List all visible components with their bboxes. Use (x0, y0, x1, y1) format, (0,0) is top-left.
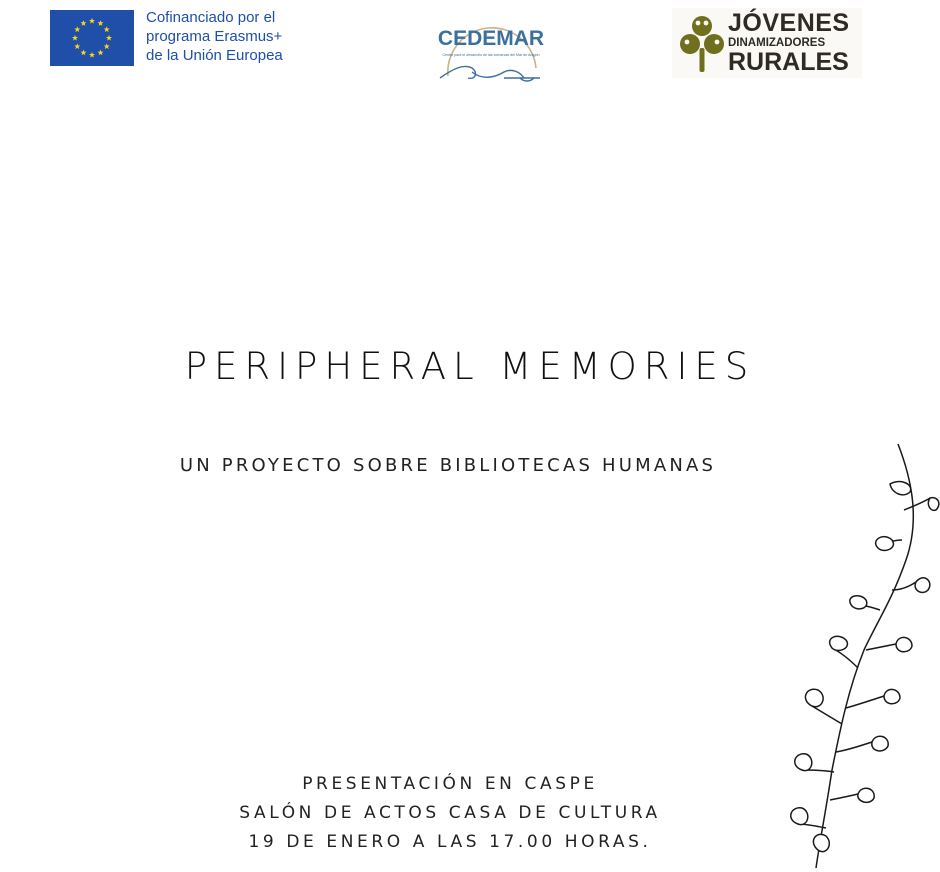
event-info-line3: 19 DE ENERO A LAS 17.00 HORAS. (248, 832, 652, 852)
eu-star-icon (80, 50, 86, 56)
eu-text-line1: Cofinanciado por el (146, 9, 276, 26)
eu-star-icon (104, 26, 110, 32)
eu-text-line3: de la Unión Europea (146, 47, 283, 64)
eu-flag-icon (50, 10, 134, 66)
eu-star-icon (80, 20, 86, 26)
cedemar-name: CEDEMAR (437, 27, 545, 50)
eu-star-icon (74, 26, 80, 32)
jovenes-line3: RURALES (728, 48, 849, 76)
eu-star-icon (106, 35, 112, 41)
cedemar-logo (420, 6, 562, 90)
eu-cofunding-logo (50, 8, 310, 70)
page-subtitle: UN PROYECTO SOBRE BIBLIOTECAS HUMANAS (179, 455, 717, 476)
eu-star-icon (89, 52, 95, 58)
event-info-line1: PRESENTACIÓN EN CASPE (302, 774, 598, 794)
leafy-vine-illustration (780, 440, 940, 868)
eu-star-icon (97, 50, 103, 56)
eu-star-icon (97, 20, 103, 26)
cedemar-tagline: Centro para el desarrollo de las comarcas del Mar de Aragón (442, 53, 540, 57)
wave-icon (440, 66, 540, 81)
eu-star-icon (104, 43, 110, 49)
eu-star-icon (72, 35, 78, 41)
eu-text-line2: programa Erasmus+ (146, 28, 283, 45)
clover-icon (674, 8, 730, 78)
jovenes-line2: DINAMIZADORES (728, 37, 826, 49)
jovenes-dinamizadores-logo (672, 8, 862, 78)
jovenes-wordmark (728, 10, 850, 75)
eu-cofunding-text (146, 8, 316, 65)
jovenes-line1: JÓVENES (728, 9, 850, 37)
event-info (0, 770, 900, 857)
event-info-line2: SALÓN DE ACTOS CASA DE CULTURA (239, 803, 661, 823)
page-title: PERIPHERAL MEMORIES (184, 345, 756, 388)
eu-star-icon (89, 18, 95, 24)
eu-star-icon (74, 43, 80, 49)
